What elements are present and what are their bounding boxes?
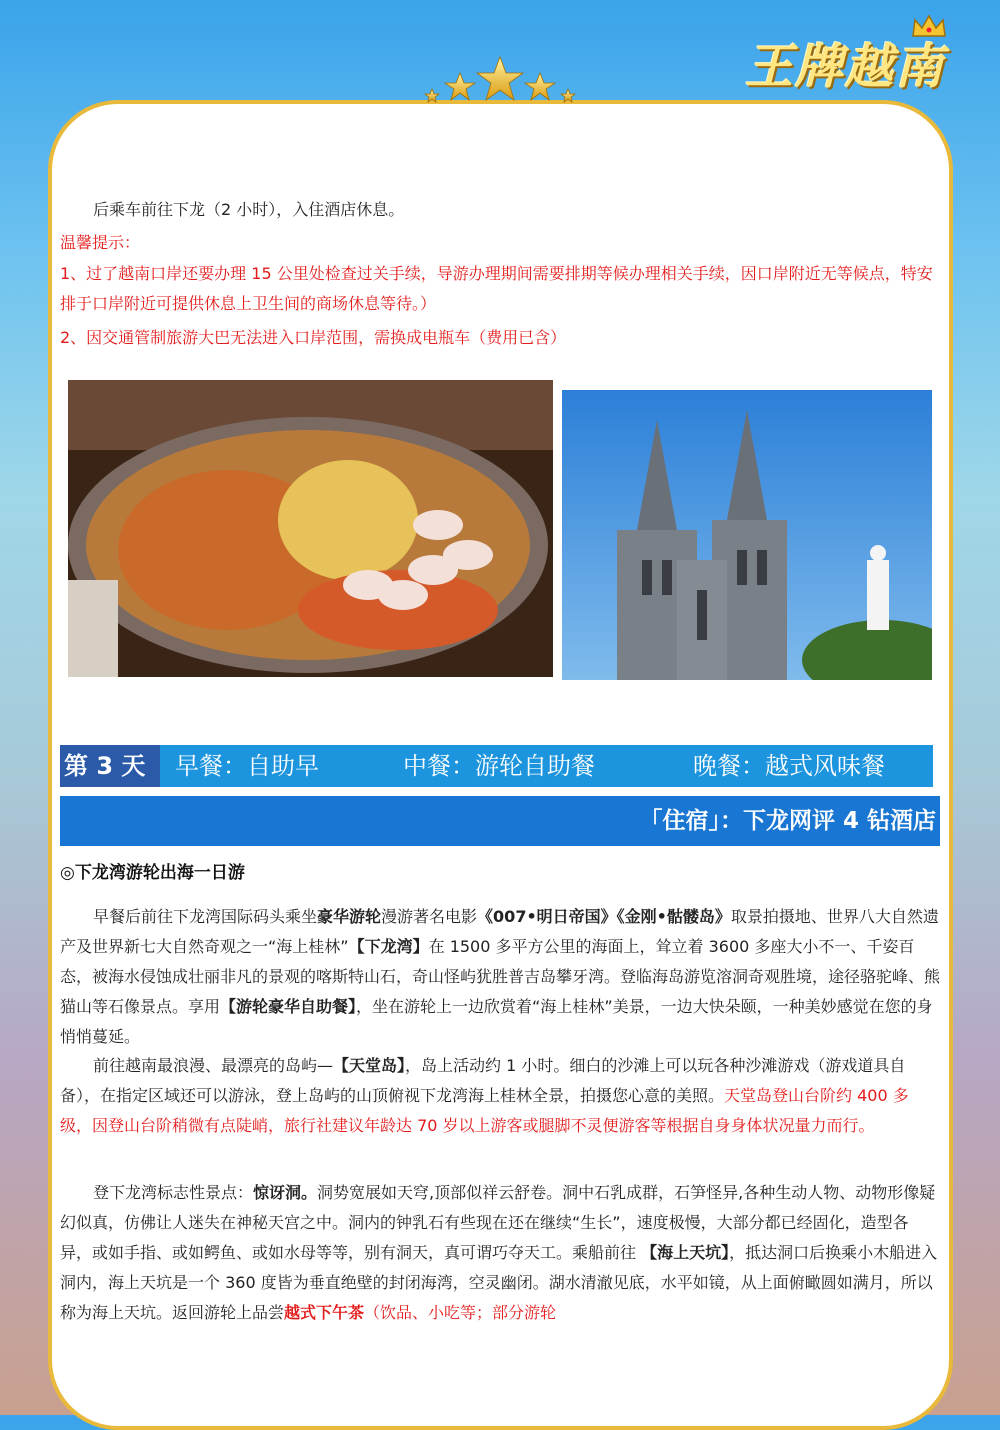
breakfast: 早餐：自助早 [175, 752, 319, 780]
tip-title: 温馨提示： [60, 233, 141, 252]
church-photo [562, 390, 932, 680]
star-icon [525, 73, 555, 100]
paragraph-surprise-cave: 登下龙湾标志性景点：惊讶洞。洞势宽展如天穹,顶部似祥云舒卷。洞中石乳成群，石笋怪异,各种生动人物、动物形像疑幻似真，仿佛让人迷失在神秘天宫之中。洞内的钟乳石有些现在还在继续“生长”，速度极慢，大部分都已经固化，造型各异，或如手指、或如鳄鱼、或如水母等等，别有洞天，真可谓巧夺天工。乘船前往 【海上天坑】，抵达洞口后换乘小木船进入洞内，海上天坑是一个 360 度皆为垂直绝壁的封闭海湾，空灵幽闭。湖水清澈见底，水平如镜，从上面俯瞰圆如满月，所以称为海上天坑。返回游轮上品尝越式下午茶（饮品、小吃等；部分游轮 [60, 1183, 938, 1322]
brand-logo [715, 10, 975, 100]
section-title: ◎下龙湾游轮出海一日游 [60, 863, 245, 883]
dinner: 晚餐：越式风味餐 [693, 752, 885, 780]
day-meals-bar [60, 745, 933, 787]
stars-decoration [420, 55, 580, 105]
paragraph-halong-cruise: 早餐后前往下龙湾国际码头乘坐豪华游轮漫游著名电影《007•明日帝国》《金刚•骷髅岛》取景拍摄地、世界八大自然遗产及世界新七大自然奇观之一“海上桂林”【下龙湾】在 1500 多平方公里的海面上，耸立着 3600 多座大小不一、千姿百态，被海水侵蚀成壮丽非凡的景观的喀斯特山石，奇山怪屿犹胜普吉岛攀牙湾。登临海岛游览溶洞奇观胜境，途径骆驼峰、熊猫山等石像景点。享用【游轮豪华自助餐】，坐在游轮上一边欣赏着“海上桂林”美景，一边大快朵颐，一种美妙感觉在您的身悄悄蔓延。 [60, 907, 941, 1046]
seafood-photo [68, 380, 553, 677]
star-icon [561, 89, 575, 102]
star-icon [477, 57, 523, 100]
intro-line: 后乘车前往下龙（2 小时），入住酒店休息。 [93, 200, 405, 219]
star-icon [445, 73, 475, 100]
paragraph-paradise-island: 前往越南最浪漫、最漂亮的岛屿—【天堂岛】，岛上活动约 1 小时。细白的沙滩上可以玩各种沙滩游戏（游戏道具自备），在指定区域还可以游泳，登上岛屿的山顶俯视下龙湾海上桂林全景，拍摄您心意的美照。天堂岛登山台阶约 400 多级，因登山台阶稍微有点陡峭，旅行社建议年龄达 70 岁以上游客或腿脚不灵便游客等根据自身身体状况量力而行。 [60, 1056, 909, 1135]
tip-1: 1、过了越南口岸还要办理 15 公里处检查过关手续，导游办理期间需要排期等候办理相关手续，因口岸附近无等候点，特安排于口岸附近可提供休息上卫生间的商场休息等待。） [60, 264, 933, 313]
day-label: 第 3 天 [60, 745, 160, 787]
tip-2: 2、因交通管制旅游大巴无法进入口岸范围，需换成电瓶车（费用已含） [60, 328, 567, 347]
star-icon [425, 89, 439, 102]
lunch: 中餐：游轮自助餐 [403, 752, 595, 780]
brand-title: 王牌越南 [744, 39, 945, 95]
accommodation-bar: 「住宿」：下龙网评 4 钻酒店 [60, 796, 940, 846]
